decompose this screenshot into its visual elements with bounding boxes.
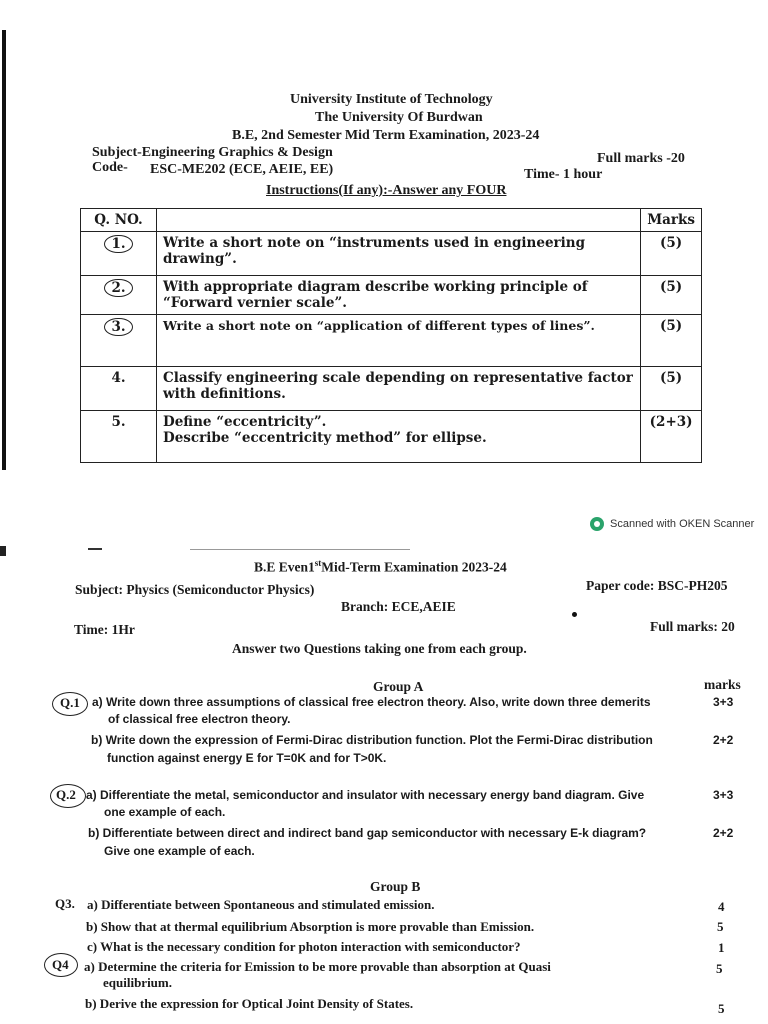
question-text: Classify engineering scale depending on representative factor with definitions. bbox=[157, 367, 641, 411]
scan-artifact bbox=[88, 548, 102, 550]
q4a-line1: a) Determine the criteria for Emission to be more provable than absorption at Quasi bbox=[84, 959, 551, 974]
q3c-text: c) What is the necessary condition for photon interaction with semiconductor? bbox=[87, 939, 521, 954]
question-marks: (5) bbox=[641, 232, 702, 276]
table-row bbox=[81, 367, 702, 411]
question-text: Write a short note on “instruments used in engineering drawing”. bbox=[157, 232, 641, 276]
table-head-qno: Q. NO. bbox=[81, 209, 157, 232]
university-name: The University Of Burdwan bbox=[315, 110, 483, 125]
q1b-marks: 2+2 bbox=[713, 733, 734, 747]
q2a-marks: 3+3 bbox=[713, 788, 734, 802]
question-marks: (5) bbox=[641, 315, 702, 367]
q4b-marks: 5 bbox=[718, 1001, 725, 1016]
scan-artifact bbox=[190, 549, 410, 550]
paper-code: Paper code: BSC-PH205 bbox=[586, 578, 728, 593]
question-marks: (5) bbox=[641, 367, 702, 411]
scanner-watermark bbox=[590, 517, 754, 531]
question-table bbox=[80, 208, 702, 463]
q4a-line2: equilibrium. bbox=[103, 975, 172, 990]
time: Time: 1Hr bbox=[74, 622, 135, 637]
question-text: With appropriate diagram describe working principle of “Forward vernier scale”. bbox=[157, 276, 641, 315]
instructions: Instructions(If any):-Answer any FOUR bbox=[266, 183, 507, 198]
question-number: Q.2 bbox=[56, 787, 76, 802]
table-row bbox=[81, 232, 702, 276]
full-marks: Full marks -20 bbox=[597, 151, 685, 166]
table-row bbox=[81, 276, 702, 315]
group-b-heading: Group B bbox=[370, 879, 421, 894]
institute-name: University Institute of Technology bbox=[290, 92, 493, 107]
q3b-marks: 5 bbox=[717, 919, 724, 934]
marks-heading: marks bbox=[704, 677, 741, 692]
question-text-line1: Define “eccentricity”. bbox=[163, 414, 327, 430]
q2a-line1: a) Differentiate the metal, semiconductor and insulator with necessary energy band diagram. Give bbox=[86, 788, 645, 802]
table-row bbox=[81, 315, 702, 367]
code-label: Code- bbox=[92, 160, 128, 175]
q1a-marks: 3+3 bbox=[713, 695, 734, 709]
full-marks: Full marks: 20 bbox=[650, 619, 735, 634]
question-number: 5. bbox=[81, 411, 157, 463]
q1b-line2: function against energy E for T=0K and for T>0K. bbox=[107, 751, 387, 765]
q3b-text: b) Show that at thermal equilibrium Absorption is more provable than Emission. bbox=[86, 919, 535, 934]
q3c-marks: 1 bbox=[718, 940, 725, 955]
instruction: Answer two Questions taking one from each group. bbox=[232, 641, 527, 656]
exam-title: B.E Even1stMid-Term Examination 2023-24 bbox=[254, 558, 507, 575]
scan-edge bbox=[2, 30, 6, 470]
group-a-heading: Group A bbox=[373, 679, 424, 694]
subject: Subject: Physics (Semiconductor Physics) bbox=[75, 582, 315, 597]
q1b-line1: b) Write down the expression of Fermi-Dirac distribution function. Plot the Fermi-Dirac distribution bbox=[91, 733, 653, 747]
time: Time- 1 hour bbox=[524, 167, 603, 182]
branch: Branch: ECE,AEIE bbox=[341, 599, 456, 614]
q2b-line1: b) Differentiate between direct and indirect band gap semiconductor with necessary E-k diagram? bbox=[88, 826, 647, 840]
q3a-text: a) Differentiate between Spontaneous and stimulated emission. bbox=[87, 897, 435, 912]
scanner-text: Scanned with OKEN Scanner bbox=[610, 518, 755, 530]
question-text: Write a short note on “application of different types of lines”. bbox=[157, 315, 641, 367]
scanner-logo-icon bbox=[590, 517, 604, 531]
q1a-line1: a) Write down three assumptions of classical free electron theory. Also, write down three demerits bbox=[92, 695, 651, 709]
q2b-line2: Give one example of each. bbox=[104, 844, 255, 858]
exam-title: B.E, 2nd Semester Mid Term Examination, 2023-24 bbox=[232, 128, 540, 143]
exam-paper-engineering-graphics bbox=[0, 0, 768, 500]
subject: Subject-Engineering Graphics & Design bbox=[92, 145, 333, 160]
q3a-marks: 4 bbox=[718, 899, 725, 914]
question-marks: (5) bbox=[641, 276, 702, 315]
q4a-marks: 5 bbox=[716, 961, 723, 976]
q1a-line2: of classical free electron theory. bbox=[108, 712, 291, 726]
question-number: 1. bbox=[104, 235, 132, 253]
question-text-line2: Describe “eccentricity method” for ellipse. bbox=[163, 430, 487, 446]
course-code: ESC-ME202 (ECE, AEIE, EE) bbox=[150, 162, 334, 177]
question-number: 2. bbox=[104, 279, 132, 297]
table-head-question bbox=[157, 209, 641, 232]
q4b-text: b) Derive the expression for Optical Joint Density of States. bbox=[85, 996, 414, 1011]
question-number: Q4 bbox=[52, 957, 69, 972]
q2a-line2: one example of each. bbox=[104, 805, 226, 819]
scan-edge-mark bbox=[0, 546, 6, 556]
table-row bbox=[81, 411, 702, 463]
table-head-marks: Marks bbox=[641, 209, 702, 232]
dot-mark bbox=[572, 612, 577, 617]
question-number: 4. bbox=[81, 367, 157, 411]
question-number: Q.1 bbox=[60, 695, 80, 710]
question-number: 3. bbox=[104, 318, 132, 336]
question-marks: (2+3) bbox=[641, 411, 702, 463]
q2b-marks: 2+2 bbox=[713, 826, 734, 840]
question-number: Q3. bbox=[55, 896, 75, 911]
